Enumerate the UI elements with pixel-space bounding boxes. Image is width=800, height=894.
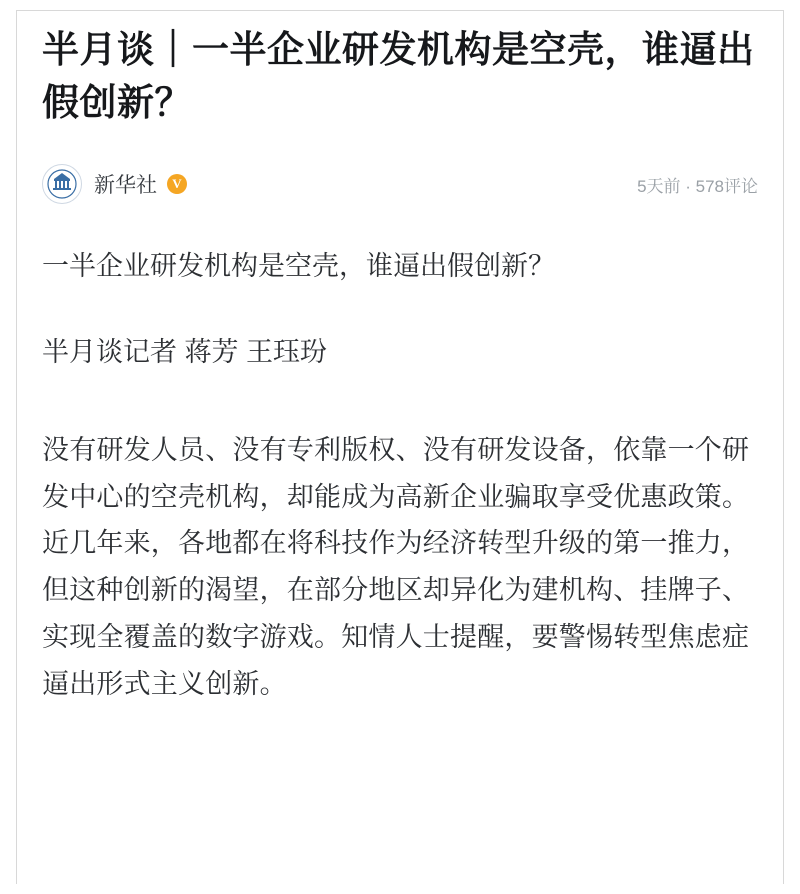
- article-paragraph-reporters: 半月谈记者 蒋芳 王珏玢: [42, 336, 328, 367]
- verified-badge-icon: V: [167, 174, 187, 194]
- article-meta-time-comments: 5天前 · 578评论: [637, 176, 758, 196]
- article-byline-row: [42, 165, 758, 203]
- card-border-top: [16, 10, 784, 11]
- card-border-right: [783, 10, 784, 884]
- article-paragraph-lede: 一半企业研发机构是空壳，谁逼出假创新？: [42, 251, 555, 282]
- page-title: 半月谈｜一半企业研发机构是空壳，谁逼出假创新？: [42, 29, 755, 123]
- news-agency-logo-icon[interactable]: [42, 164, 82, 204]
- source-name[interactable]: 新华社: [94, 174, 157, 198]
- article-paragraph-body: 没有研发人员、没有专利版权、没有研发设备，依靠一个研发中心的空壳机构，却能成为高新企业骗取享受优惠政策。近几年来，各地都在将科技作为经济转型升级的第一推力，但这种创新的渴望，在部分地区却异化为建机构、挂牌子、实现全覆盖的数字游戏。知情人士提醒，要警惕转型焦虑症逼出形式主义创新。: [42, 434, 750, 700]
- card-border-left: [16, 10, 17, 884]
- article-content: [42, 24, 758, 708]
